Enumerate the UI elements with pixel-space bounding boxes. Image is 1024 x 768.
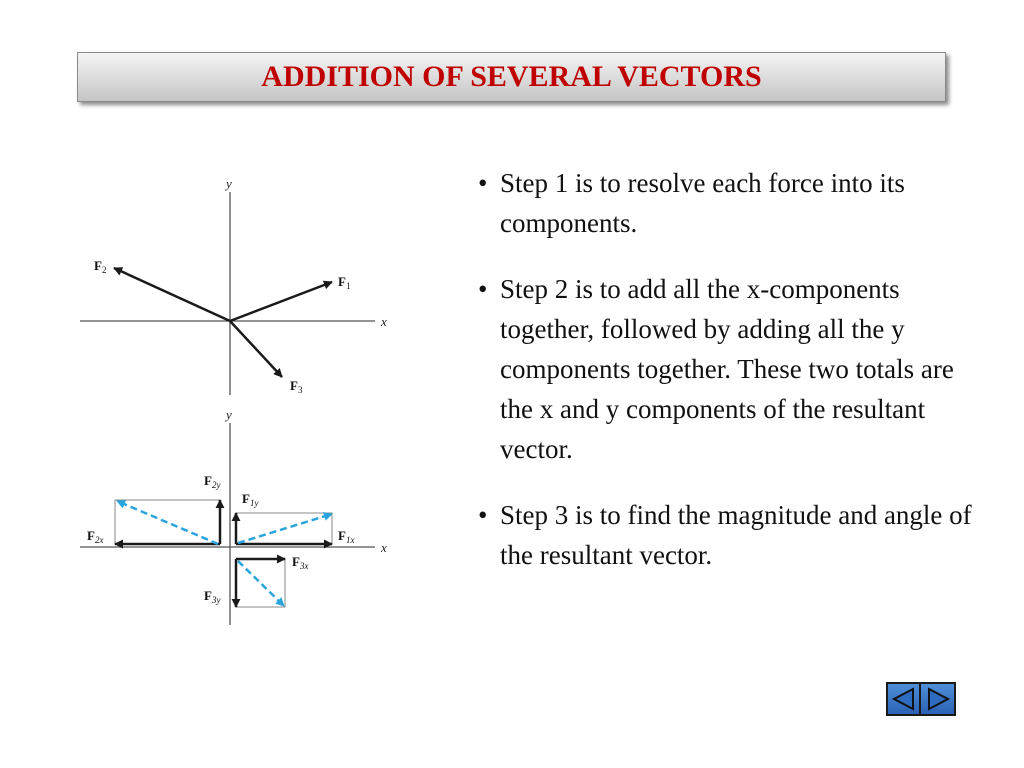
bullet-marker: • xyxy=(478,168,488,198)
label-f1: $F_1$ xyxy=(338,274,351,291)
label-f3x: $F_{3x}$ xyxy=(292,554,309,571)
list-item xyxy=(478,495,978,575)
bullet-marker: • xyxy=(478,274,488,304)
step-2-text: Step 2 is to add all the x-components together, followed by adding all the y components together. These two totals are the x and y components of the resultant vector. xyxy=(500,274,954,464)
bottom-x-label: x xyxy=(381,540,387,555)
force-f3-arrow xyxy=(230,321,282,377)
triangle-right-icon xyxy=(925,687,951,711)
vector-diagram xyxy=(70,170,410,635)
bottom-diagram xyxy=(80,407,387,625)
f1-dashed-arrow xyxy=(238,514,332,543)
top-y-label: y xyxy=(226,176,232,191)
previous-slide-button[interactable] xyxy=(886,682,921,716)
list-item xyxy=(478,269,978,469)
f2-dashed-arrow xyxy=(117,501,218,544)
label-f2x: $F_{2x}$ xyxy=(87,528,104,545)
bullet-marker: • xyxy=(478,500,488,530)
label-f1y: $F_{1y}$ xyxy=(242,491,259,508)
next-slide-button[interactable] xyxy=(921,682,956,716)
top-diagram xyxy=(80,176,387,395)
bottom-y-label: y xyxy=(226,407,232,422)
f3-dashed-arrow xyxy=(238,561,284,606)
steps-list xyxy=(478,163,978,601)
label-f3: $F_3$ xyxy=(290,378,303,395)
title-bar xyxy=(77,52,946,102)
top-x-label: x xyxy=(381,314,387,329)
triangle-left-icon xyxy=(891,687,917,711)
label-f2: $F_2$ xyxy=(94,258,107,275)
slide-navigation xyxy=(886,682,956,716)
force-f1-arrow xyxy=(230,282,332,321)
label-f2y: $F_{2y}$ xyxy=(204,473,221,490)
step-3-text: Step 3 is to find the magnitude and angle of the resultant vector. xyxy=(500,500,972,570)
slide-title: ADDITION OF SEVERAL VECTORS xyxy=(261,60,762,93)
step-1-text: Step 1 is to resolve each force into its components. xyxy=(500,168,905,238)
label-f1x: $F_{1x}$ xyxy=(338,528,355,545)
force-f2-arrow xyxy=(114,268,230,321)
list-item xyxy=(478,163,978,243)
label-f3y: $F_{3y}$ xyxy=(204,588,221,605)
